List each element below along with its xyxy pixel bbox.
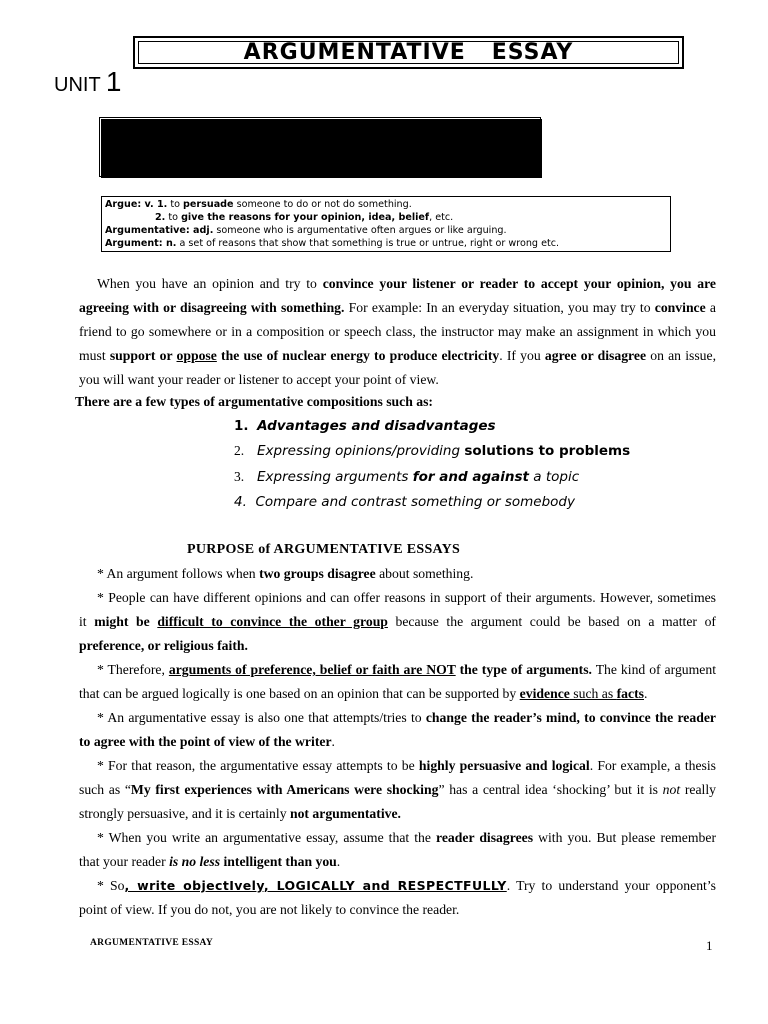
- intro-line: must support or oppose the use of nuclear energy to produce electricity. If you agree or disagree on an issue,: [79, 348, 717, 363]
- purpose-point-cont: that can be argued logically is one based on an opinion that can be supported by evidence such as facts.: [79, 686, 648, 701]
- page-title: ARGUMENTATIVE ESSAY: [243, 40, 574, 65]
- purpose-point: * An argument follows when two groups disagree about something.: [97, 566, 474, 581]
- intro-line: agreeing with or disagreeing with something. For example: In an everyday situation, you may try to convince a: [79, 300, 716, 315]
- unit-label: [54, 66, 121, 98]
- list-item: 4. Compare and contrast something or somebody: [234, 494, 575, 510]
- purpose-point-cont: point of view. If you do not, you are not likely to convince the reader.: [79, 902, 460, 917]
- definition-argumentative: Argumentative: adj. someone who is argumentative often argues or like arguing.: [105, 225, 507, 236]
- purpose-point-cont: it might be difficult to convince the other group because the argument could be based on a matter of: [79, 614, 716, 629]
- intro-line: you will want your reader or listener to accept your point of view.: [79, 372, 439, 387]
- purpose-point-cont: such as “My first experiences with Americans were shocking” has a central idea ‘shocking’ but it is not really: [79, 782, 716, 797]
- definition-argue-2: 2. to give the reasons for your opinion, idea, belief, etc.: [155, 212, 454, 223]
- purpose-point: * People can have different opinions and can offer reasons in support of their arguments. However, sometimes: [97, 590, 716, 605]
- redacted-box: [101, 119, 542, 178]
- unit-number: 1: [105, 66, 122, 97]
- purpose-section: [79, 562, 716, 922]
- list-item: 2. Expressing opinions/providing solutions to problems: [234, 443, 631, 459]
- purpose-point: * Therefore, arguments of preference, belief or faith are NOT the type of arguments. The kind of argument: [97, 662, 716, 677]
- purpose-point: * For that reason, the argumentative essay attempts to be highly persuasive and logical. For example, a thesis: [97, 758, 716, 773]
- purpose-point: * So, write objectIvely, LOGICALLY and RESPECTFULLY. Try to understand your opponent’s: [97, 878, 716, 893]
- purpose-point-cont: that your reader is no less intelligent than you.: [79, 854, 341, 869]
- intro-paragraph: [79, 272, 716, 402]
- list-item: 3. Expressing arguments for and against a topic: [234, 469, 580, 485]
- purpose-point: * When you write an argumentative essay, assume that the reader disagrees with you. But please remember: [97, 830, 716, 845]
- footer-title: ARGUMENTATIVE ESSAY: [90, 938, 213, 948]
- unit-label-text: UNIT: [54, 74, 101, 96]
- intro-line: When you have an opinion and try to convince your listener or reader to accept your opinion, you are: [97, 276, 716, 291]
- purpose-point-cont: preference, or religious faith.: [79, 638, 248, 653]
- intro-line: friend to go somewhere or in a composition or speech class, the instructor may make an assignment in which you: [79, 324, 716, 339]
- list-item: 1. Advantages and disadvantages: [234, 418, 496, 434]
- purpose-heading: PURPOSE of ARGUMENTATIVE ESSAYS: [187, 542, 461, 557]
- definition-argue-1: Argue: v. 1. to persuade someone to do or not do something.: [105, 199, 412, 210]
- types-intro: There are a few types of argumentative compositions such as:: [75, 394, 433, 409]
- definitions-box: [101, 196, 671, 252]
- page-number: 1: [706, 938, 713, 953]
- definition-argument: Argument: n. a set of reasons that show that something is true or untrue, right or wrong etc.: [105, 238, 560, 249]
- purpose-point: * An argumentative essay is also one that attempts/tries to change the reader’s mind, to convince the reader: [97, 710, 716, 725]
- purpose-point-cont: to agree with the point of view of the writer.: [79, 734, 335, 749]
- purpose-point-cont: strongly persuasive, and it is certainly not argumentative.: [79, 806, 401, 821]
